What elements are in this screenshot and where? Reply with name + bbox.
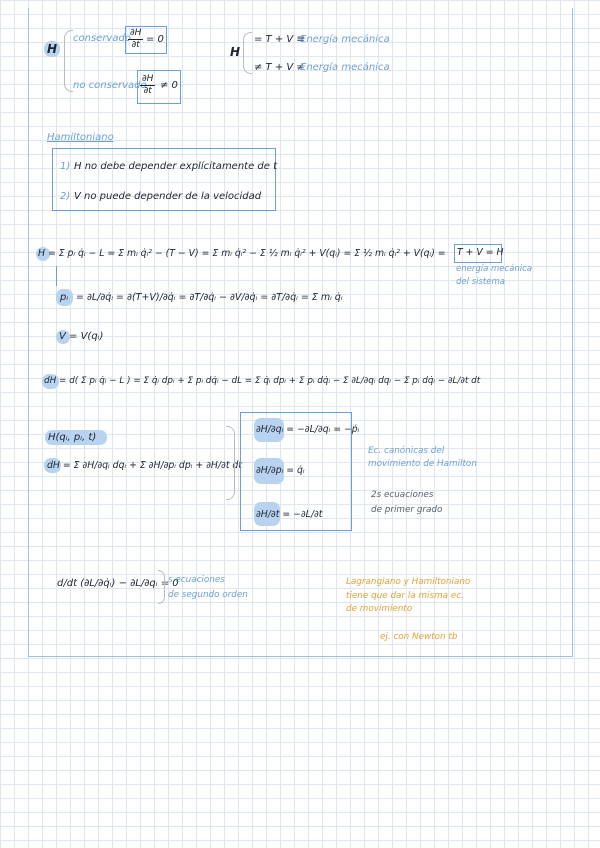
item2-text: V no puede depender de la velocidad xyxy=(74,191,262,202)
fraction-denominator: ∂t xyxy=(143,86,152,96)
item2-number: 2) xyxy=(60,191,71,202)
hamiltoniano-title: Hamiltoniano xyxy=(47,132,114,143)
right-brace xyxy=(243,32,252,74)
eq1-text: H = Σ pᵢ q̇ᵢ − L = Σ mᵢ q̇ᵢ² − (T − V) = Σ mᵢ q̇ᵢ² − Σ ½ mᵢ q̇ᵢ² + V(qᵢ) = Σ ½ mᵢ q̇ᵢ² + V(qᵢ) = xyxy=(38,248,446,259)
neq-line: ≠ T + V ≠ xyxy=(254,62,305,73)
canonical-eq1: ∂H/∂qᵢ = −∂L/∂qᵢ = −ṗᵢ xyxy=(256,424,360,435)
fraction-denominator: ∂t xyxy=(131,40,140,50)
item1-text: H no debe depender explícitamente de t xyxy=(74,161,278,172)
lagrange-note-a: s ecuaciones xyxy=(168,575,225,585)
eq4-text: dH = d( Σ pᵢ q̇ᵢ − L ) = Σ q̇ᵢ dpᵢ + Σ pᵢ dq̇ᵢ − dL = Σ q̇ᵢ dpᵢ + Σ pᵢ dq̇ᵢ − Σ ∂L/∂qᵢ dqᵢ − Σ pᵢ dq̇ᵢ − ∂L/∂t dt xyxy=(44,376,481,386)
eq2-p: pᵢ xyxy=(60,292,69,303)
top-right-H: H xyxy=(230,45,241,59)
no-conservado-label: no conservado xyxy=(73,80,147,91)
eq5-Hfunc: H(qᵢ, pᵢ, t) xyxy=(48,432,97,443)
no-conservado-fraction xyxy=(140,74,155,97)
lagrange-note-b: de segundo orden xyxy=(168,590,248,600)
eq1-note1: energía mecánica xyxy=(456,264,533,274)
conservado-fraction xyxy=(128,28,143,51)
neq-label: Energía mecánica xyxy=(300,62,390,73)
page-frame xyxy=(28,8,573,657)
orange-line2: tiene que dar la misma ec. xyxy=(346,591,464,601)
orange-line3: de movimiento xyxy=(346,604,413,614)
item1-number: 1) xyxy=(60,161,71,172)
canonical-note1a: Ec. canónicas del xyxy=(368,446,445,456)
orange-line4: ej. con Newton tb xyxy=(380,632,458,642)
down-arrow xyxy=(56,266,57,286)
canonical-eq2: ∂H/∂pᵢ = q̇ᵢ xyxy=(256,465,305,476)
eq-line: = T + V ≡ xyxy=(254,34,305,45)
canonical-note1b: movimiento de Hamilton xyxy=(368,459,477,469)
eq-label: Energía mecánica xyxy=(300,34,390,45)
canonical-note2a: 2s ecuaciones xyxy=(371,490,434,500)
fraction-numerator: ∂H xyxy=(142,74,154,84)
orange-line1: Lagrangiano y Hamiltoniano xyxy=(346,577,471,587)
eq1-note2: del sistema xyxy=(456,277,505,287)
canonical-note2b: de primer grado xyxy=(371,505,443,515)
lagrange-brace xyxy=(158,570,165,604)
left-brace xyxy=(64,30,73,92)
canonical-eq3: ∂H/∂t = −∂L/∂t xyxy=(256,509,323,520)
lagrange-eq: d/dt (∂L/∂q̇ᵢ) − ∂L/∂qᵢ = 0 xyxy=(57,578,179,589)
top-left-H: H xyxy=(47,42,58,56)
eq1-boxed: T + V = H xyxy=(457,247,504,258)
conservado-label: conservado xyxy=(73,33,131,44)
conservado-expr: = 0 xyxy=(146,34,164,45)
eq5-dH: dH = Σ ∂H/∂qᵢ dqᵢ + Σ ∂H/∂pᵢ dpᵢ + ∂H/∂t dt xyxy=(47,460,242,471)
eq5-brace xyxy=(226,426,235,500)
eq3-text: V = V(qᵢ) xyxy=(59,331,104,342)
eq2-text: = ∂L/∂q̇ᵢ = ∂(T+V)/∂q̇ᵢ = ∂T/∂q̇ᵢ − ∂V/∂q̇ᵢ = ∂T/∂q̇ᵢ = Σ mᵢ q̇ᵢ xyxy=(76,292,343,303)
no-conservado-expr: ≠ 0 xyxy=(160,80,178,91)
fraction-numerator: ∂H xyxy=(130,28,142,38)
